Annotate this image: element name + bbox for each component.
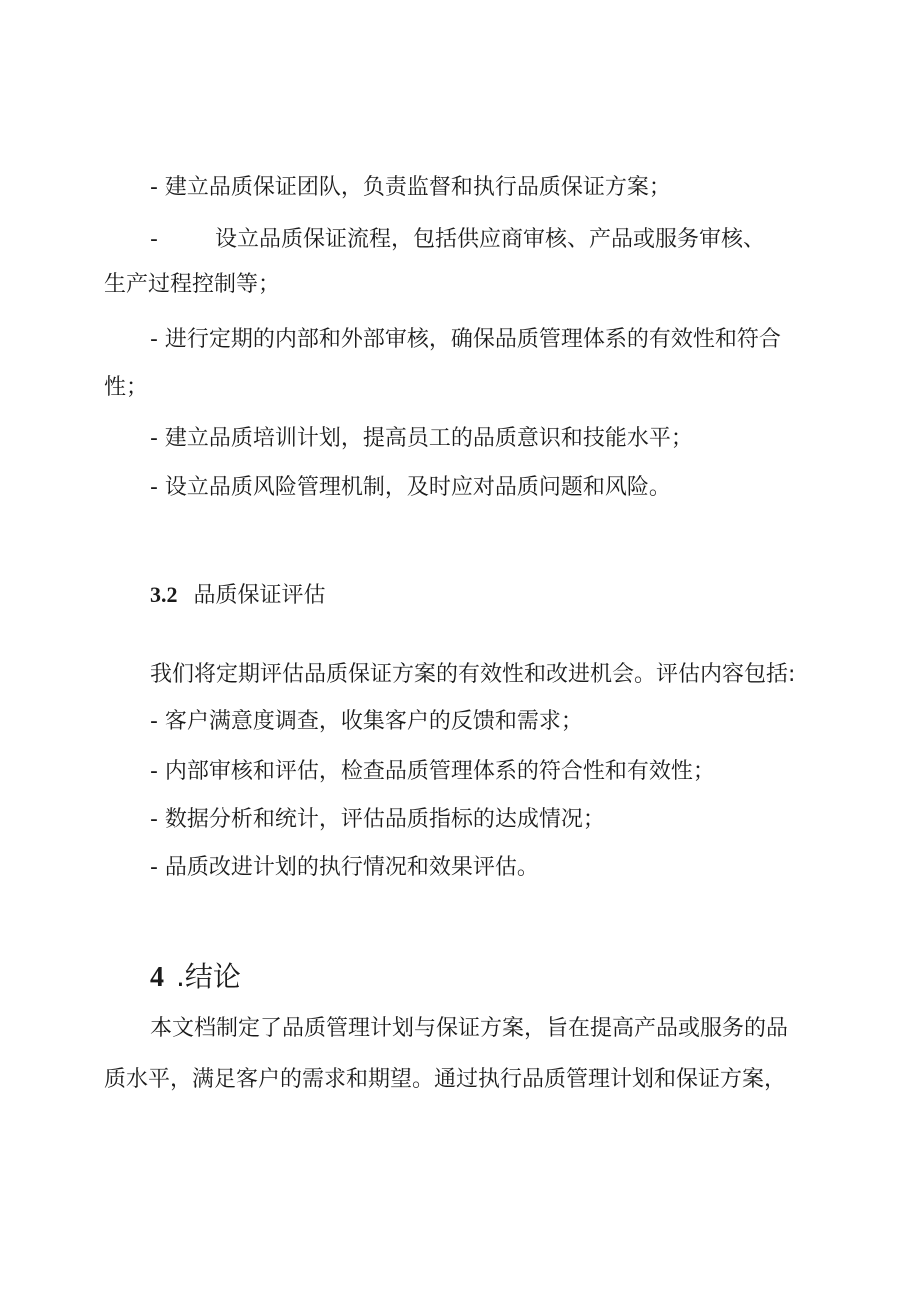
list-item: - 数据分析和统计，评估品质指标的达成情况； <box>150 807 605 832</box>
list-item: - 品质改进计划的执行情况和效果评估。 <box>150 855 539 880</box>
paragraph-line: 本文档制定了品质管理计划与保证方案，旨在提高产品或服务的品 <box>150 1016 789 1041</box>
paragraph: 我们将定期评估品质保证方案的有效性和改进机会。评估内容包括: <box>150 662 796 687</box>
list-item-dash: - <box>150 227 158 252</box>
paragraph-line: 质水平，满足客户的需求和期望。通过执行品质管理计划和保证方案， <box>104 1067 787 1092</box>
section-title: 品质保证评估 <box>193 583 326 608</box>
section-title: .结论 <box>176 960 241 993</box>
list-item: - 设立品质风险管理机制，及时应对品质问题和风险。 <box>150 475 671 500</box>
list-item: - 建立品质培训计划，提高员工的品质意识和技能水平； <box>150 426 693 451</box>
list-item: - 建立品质保证团队，负责监督和执行品质保证方案； <box>150 175 671 200</box>
section-number: 3.2 <box>150 582 178 607</box>
list-item: - 内部审核和评估，检查品质管理体系的符合性和有效性； <box>150 759 715 784</box>
list-item-continuation: 生产过程控制等； <box>104 272 281 297</box>
list-item: - 客户满意度调查，收集客户的反馈和需求； <box>150 709 583 734</box>
list-item-continuation: 性； <box>104 375 149 400</box>
list-item: - 进行定期的内部和外部审核，确保品质管理体系的有效性和符合 <box>150 327 781 352</box>
section-number: 4 <box>150 962 164 993</box>
list-item: 设立品质保证流程，包括供应商审核、产品或服务审核、 <box>215 227 766 252</box>
section-heading-3-2 <box>150 580 326 611</box>
section-heading-4 <box>150 958 241 997</box>
